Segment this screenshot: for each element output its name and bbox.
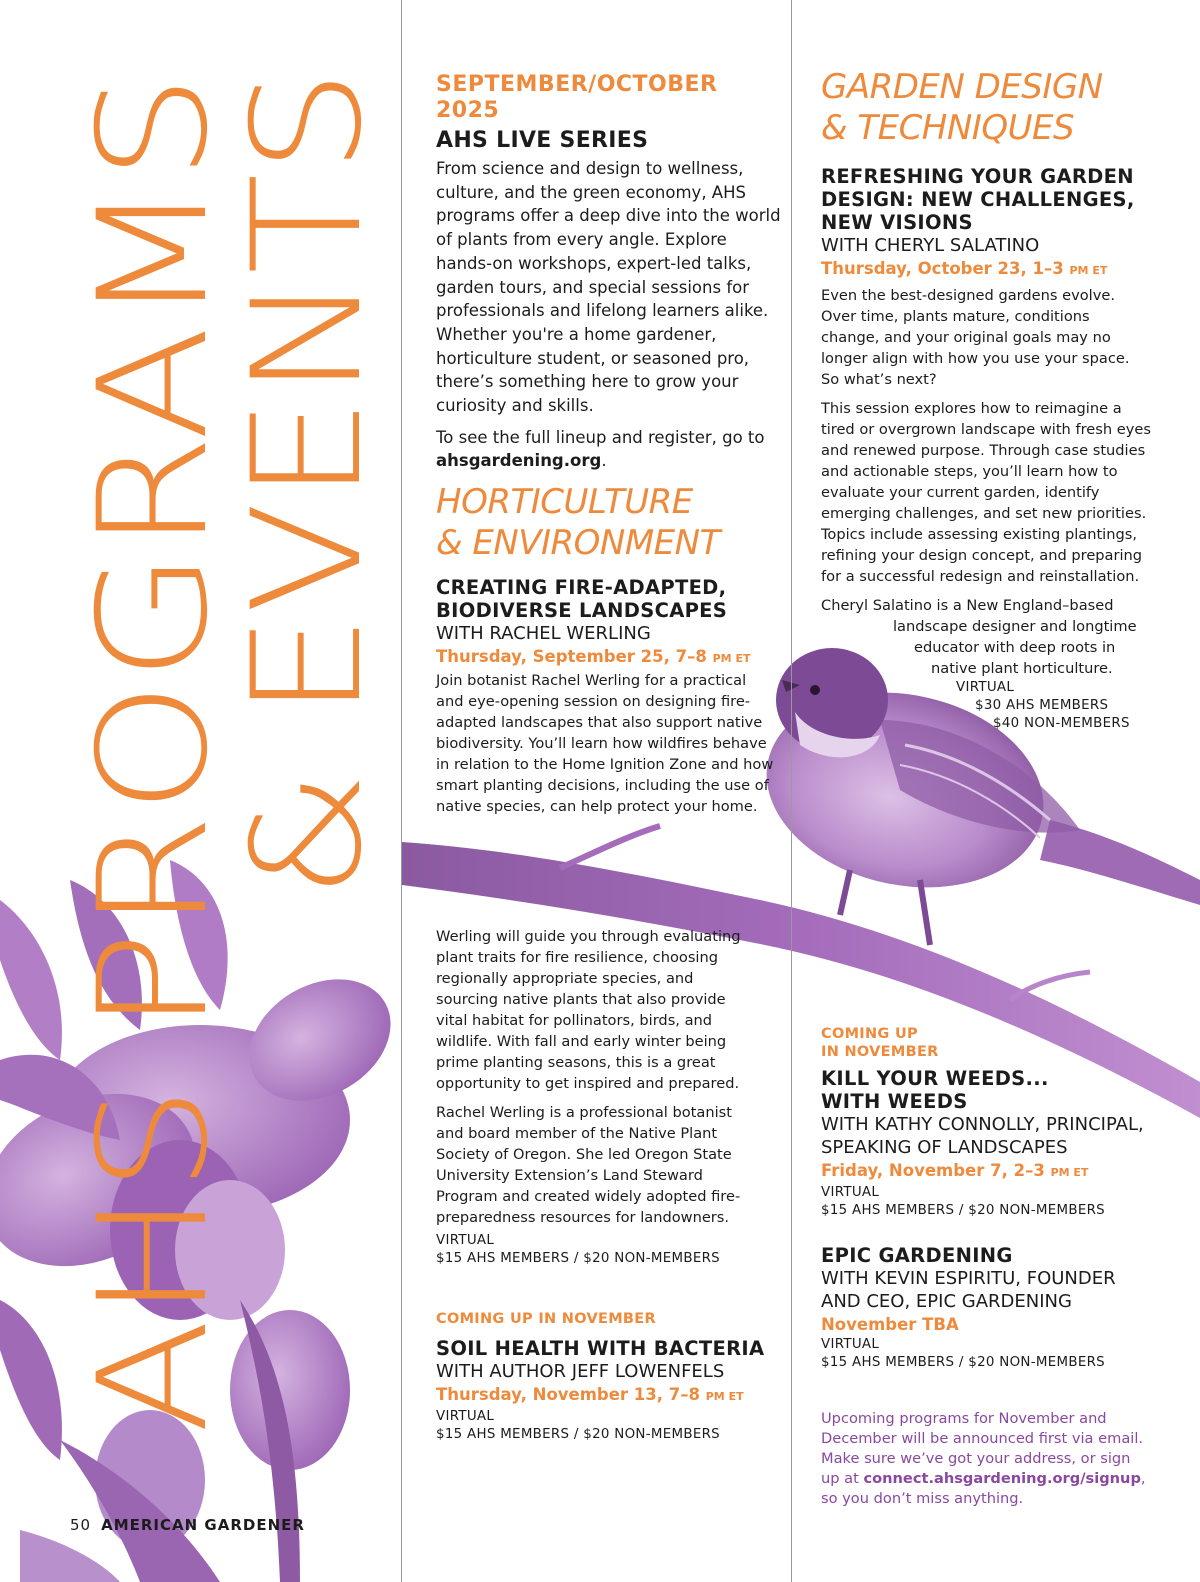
- section-design-line2: & TECHNIQUES: [821, 108, 1075, 148]
- program-weeds: [821, 1025, 1181, 1220]
- section-horticulture: [436, 482, 781, 564]
- page-number: 50: [70, 1516, 92, 1534]
- program-weeds-date-text: Friday, November 7, 2–3: [821, 1161, 1045, 1180]
- program-fire: [436, 576, 776, 817]
- program-weeds-price: $15 AHS MEMBERS / $20 NON-MEMBERS: [821, 1203, 1105, 1218]
- program-weeds-title-2: WITH WEEDS: [821, 1090, 968, 1113]
- program-design-bio-2: landscape designer and longtime: [893, 618, 1137, 635]
- promo-text-1: Upcoming programs for November and December will be announced first via email. Make sure we’ve got your address, or sign up at: [821, 1410, 1144, 1487]
- register-text: [436, 426, 781, 473]
- program-design-title-1: REFRESHING YOUR GARDEN: [821, 165, 1134, 188]
- program-epic-speaker-1: WITH KEVIN ESPIRITU, FOUNDER: [821, 1268, 1116, 1289]
- register-link[interactable]: ahsgardening.org: [436, 451, 602, 471]
- signup-link[interactable]: connect.ahsgardening.org/signup: [863, 1470, 1141, 1487]
- program-design-bio-1: Cheryl Salatino is a New England–based: [821, 597, 1114, 614]
- vertical-title: [0, 0, 399, 1449]
- magazine-name: AMERICAN GARDENER: [101, 1516, 305, 1534]
- promo-text-2: , so you don’t miss anything.: [821, 1470, 1146, 1507]
- section-horticulture-line2: & ENVIRONMENT: [436, 523, 720, 563]
- program-weeds-date: [821, 1159, 1181, 1184]
- program-soil-speaker: WITH AUTHOR JEFF LOWENFELS: [436, 1361, 725, 1382]
- program-design-format: VIRTUAL: [956, 680, 1015, 695]
- register-label: To see the full lineup and register, go to: [436, 427, 765, 447]
- program-fire-bio: Rachel Werling is a professional botanist and board member of the Native Plant Society of Oregon. She led Oregon State University Extension’s Land Steward Program and created widely adopted fire-preparedness resources for landowners.: [436, 1104, 741, 1226]
- program-soil-date: [436, 1383, 781, 1408]
- program-design-body-2: This session explores how to reimagine a tired or overgrown landscape with fresh eyes and renewed purpose. Through case studies and actionable steps, you’ll learn how to evaluate your current garden, identify emerging challenges, and set new priorities. Topics include assessing existing plantings, refining your design concept, and preparing for a successful redesign and reinstallation.: [821, 400, 1151, 585]
- program-design-title-2: DESIGN: NEW CHALLENGES,: [821, 188, 1135, 211]
- column-divider-left: [401, 0, 402, 1582]
- program-design-bio-3: educator with deep roots in: [914, 639, 1116, 656]
- program-fire-format: VIRTUAL: [436, 1233, 495, 1248]
- section-design: [821, 67, 1181, 149]
- column-divider-right: [791, 0, 792, 1582]
- page-footer: [70, 1516, 305, 1534]
- intro-body: From science and design to wellness, culture, and the green economy, AHS programs offer a deep dive into the world of plants from every angle. Explore hands-on workshops, expert-led talks, garden tours, and special sessions for professionals and lifelong learners alike. Whether you're a home gardener, horticulture student, or seasoned pro, there’s something here to grow your curiosity and skills.: [436, 159, 781, 416]
- program-soil-tz: PM ET: [705, 1390, 744, 1403]
- section-horticulture-line1: HORTICULTURE: [436, 482, 693, 522]
- vertical-title-line2: & EVENTS: [221, 143, 395, 899]
- program-soil: [436, 1310, 781, 1444]
- program-fire-body-2: Werling will guide you through evaluating plant traits for fire resilience, choosing regionally appropriate species, and sourcing native plants that also provide vital habitat for pollinators, birds, and wildlife. With fall and early winter being prime planting seasons, this is a great opportunity to get inspired and prepared.: [436, 928, 741, 1092]
- program-design-price-non: $40 NON-MEMBERS: [993, 716, 1130, 731]
- program-design-tz: PM ET: [1069, 264, 1108, 277]
- program-epic-format: VIRTUAL: [821, 1337, 880, 1352]
- program-soil-kicker: COMING UP IN NOVEMBER: [436, 1311, 656, 1327]
- program-fire-title-1: CREATING FIRE-ADAPTED,: [436, 576, 727, 599]
- program-fire-title-2: BIODIVERSE LANDSCAPES: [436, 599, 728, 622]
- program-design-title-3: NEW VISIONS: [821, 211, 973, 234]
- program-fire-continued: [436, 926, 756, 1268]
- program-weeds-speaker-2: SPEAKING OF LANDSCAPES: [821, 1137, 1068, 1158]
- program-design-date-text: Thursday, October 23, 1–3: [821, 259, 1064, 278]
- issue-kicker: SEPTEMBER/OCTOBER 2025: [436, 72, 718, 123]
- vertical-title-line1: AHS PROGRAMS: [67, 221, 241, 1434]
- program-fire-body-1: Join botanist Rachel Werling for a practical and eye-opening session on designing fire-adapted landscapes that also support native biodiversity. You’ll learn how wildfires behave in relation to the Home Ignition Zone and how smart planting decisions, including the use of native species, can help protect your home.: [436, 672, 774, 815]
- program-fire-speaker: WITH RACHEL WERLING: [436, 623, 651, 644]
- program-soil-format: VIRTUAL: [436, 1409, 495, 1424]
- section-design-line1: GARDEN DESIGN: [821, 67, 1103, 107]
- program-soil-title: SOIL HEALTH WITH BACTERIA: [436, 1337, 765, 1360]
- program-epic-price: $15 AHS MEMBERS / $20 NON-MEMBERS: [821, 1355, 1105, 1370]
- program-epic: [821, 1244, 1181, 1372]
- program-design-price-members: $30 AHS MEMBERS: [975, 698, 1109, 713]
- program-fire-date-text: Thursday, September 25, 7–8: [436, 647, 707, 666]
- program-weeds-format: VIRTUAL: [821, 1185, 880, 1200]
- program-epic-speaker-2: AND CEO, EPIC GARDENING: [821, 1291, 1072, 1312]
- program-weeds-speaker-1: WITH KATHY CONNOLLY, PRINCIPAL,: [821, 1114, 1144, 1135]
- promo-note: [821, 1409, 1151, 1509]
- program-epic-title: EPIC GARDENING: [821, 1244, 1013, 1267]
- program-epic-date: November TBA: [821, 1315, 959, 1334]
- intro-block: [436, 72, 781, 473]
- program-design-date: [821, 257, 1151, 282]
- program-soil-price: $15 AHS MEMBERS / $20 NON-MEMBERS: [436, 1427, 720, 1442]
- program-fire-date: [436, 645, 776, 670]
- program-design: [821, 165, 1151, 733]
- program-fire-price: $15 AHS MEMBERS / $20 NON-MEMBERS: [436, 1251, 720, 1266]
- program-weeds-title-1: KILL YOUR WEEDS...: [821, 1067, 1049, 1090]
- program-fire-tz: PM ET: [712, 652, 751, 665]
- program-design-bio-4: native plant horticulture.: [931, 660, 1113, 677]
- program-weeds-tz: PM ET: [1050, 1166, 1089, 1179]
- program-design-body-1: Even the best-designed gardens evolve. Over time, plants mature, conditions change, and your original goals may no longer align with how you use your space. So what’s next?: [821, 287, 1130, 388]
- program-soil-date-text: Thursday, November 13, 7–8: [436, 1385, 700, 1404]
- program-weeds-kicker-1: COMING UP: [821, 1026, 918, 1042]
- series-heading: AHS LIVE SERIES: [436, 128, 649, 153]
- register-end: .: [601, 451, 607, 471]
- program-weeds-kicker-2: IN NOVEMBER: [821, 1044, 939, 1060]
- program-design-speaker: WITH CHERYL SALATINO: [821, 235, 1040, 256]
